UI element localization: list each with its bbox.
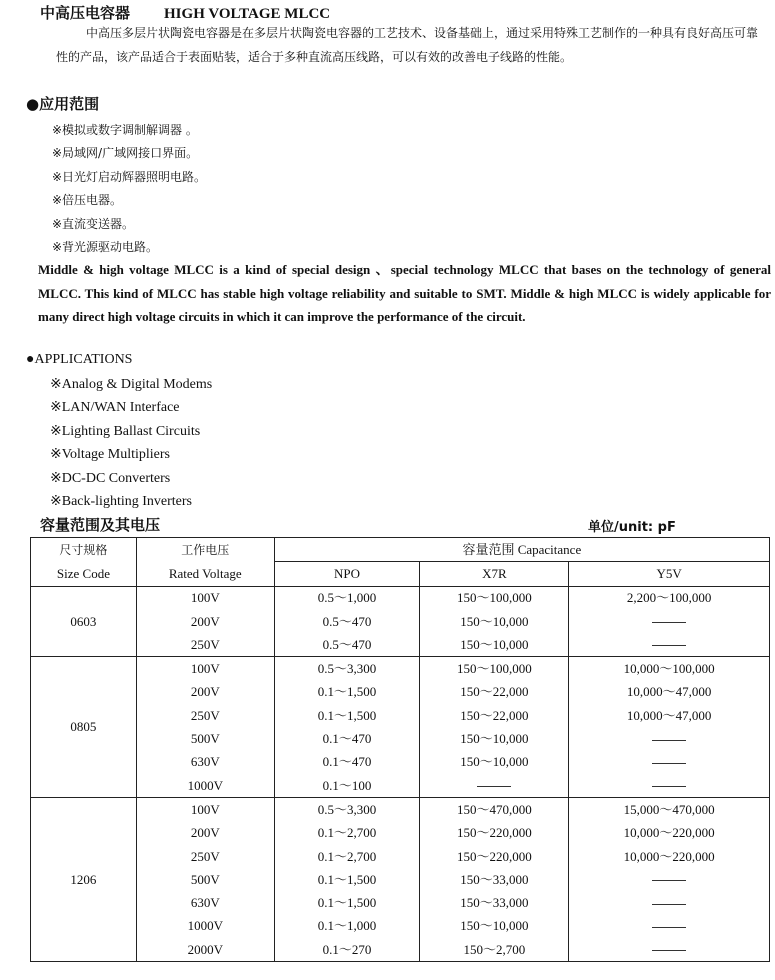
voltage-cell: 200V — [136, 610, 274, 633]
header-size-cn: 尺寸规格 — [31, 538, 137, 562]
size-code-cell: 0805 — [31, 657, 137, 798]
title-english: HIGH VOLTAGE MLCC — [164, 6, 331, 22]
x7r-cell: 150～220,000 — [420, 822, 569, 845]
empty-value-dash — [652, 904, 686, 905]
y5v-cell — [569, 891, 770, 914]
y5v-cell: 10,000～47,000 — [569, 681, 770, 704]
npo-cell: 0.1～100 — [274, 774, 420, 798]
x7r-cell: 150～2,700 — [420, 938, 569, 962]
table-row — [31, 798, 770, 822]
x7r-cell: 150～10,000 — [420, 610, 569, 633]
x7r-cell: 150～33,000 — [420, 891, 569, 914]
applications-cn-heading: ●应用范围 — [26, 95, 100, 113]
voltage-cell: 250V — [136, 845, 274, 868]
list-item: ※直流变送器。 — [52, 216, 135, 231]
x7r-cell: 150～33,000 — [420, 868, 569, 891]
x7r-cell: 150～220,000 — [420, 845, 569, 868]
npo-cell: 0.1～1,000 — [274, 915, 420, 938]
y5v-cell — [569, 751, 770, 774]
size-code-cell: 1206 — [31, 798, 137, 962]
npo-cell: 0.1～470 — [274, 727, 420, 750]
list-item: ※局域网/广域网接口界面。 — [52, 146, 199, 161]
header-y5v: Y5V — [569, 562, 770, 586]
header-npo: NPO — [274, 562, 420, 586]
table-row — [31, 915, 770, 938]
intro-chinese: 中高压多层片状陶瓷电容器是在多层片状陶瓷电容器的工艺技术、设备基础上，通过采用特殊工艺制作的一种具有良好高压可靠性的产品，该产品适合于表面贴装，适合于多种直流高压线路，可以有效的改善电子线路的性能。 — [56, 26, 759, 64]
y5v-cell — [569, 868, 770, 891]
header-size-en: Size Code — [31, 562, 137, 586]
header-capacitance: 容量范围 Capacitance — [274, 538, 769, 562]
y5v-cell — [569, 610, 770, 633]
table-row — [31, 727, 770, 750]
x7r-cell: 150～10,000 — [420, 727, 569, 750]
y5v-cell: 10,000～220,000 — [569, 845, 770, 868]
document-title — [40, 2, 330, 23]
table-row — [31, 704, 770, 727]
voltage-cell: 1000V — [136, 915, 274, 938]
table-row — [31, 868, 770, 891]
list-item: ※DC-DC Converters — [50, 470, 171, 486]
table-row — [31, 845, 770, 868]
x7r-cell: 150～10,000 — [420, 915, 569, 938]
list-item: ※Back-lighting Inverters — [50, 493, 192, 509]
table-row — [31, 633, 770, 657]
list-item: ※倍压电器。 — [52, 193, 123, 208]
size-code-cell: 0603 — [31, 586, 137, 657]
empty-value-dash — [652, 645, 686, 646]
empty-value-dash — [652, 740, 686, 741]
y5v-cell — [569, 727, 770, 750]
npo-cell: 0.1～2,700 — [274, 845, 420, 868]
npo-cell: 0.5～3,300 — [274, 798, 420, 822]
voltage-cell: 630V — [136, 751, 274, 774]
table-row — [31, 681, 770, 704]
header-x7r: X7R — [420, 562, 569, 586]
header-voltage-cn: 工作电压 — [136, 538, 274, 562]
empty-value-dash — [652, 927, 686, 928]
empty-value-dash — [477, 786, 511, 787]
voltage-cell: 250V — [136, 704, 274, 727]
voltage-cell: 100V — [136, 586, 274, 610]
voltage-cell: 1000V — [136, 774, 274, 798]
list-item: ※LAN/WAN Interface — [50, 400, 180, 416]
applications-en-heading: ●APPLICATIONS — [26, 352, 133, 367]
npo-cell: 0.1～270 — [274, 938, 420, 962]
y5v-cell — [569, 915, 770, 938]
x7r-cell: 150～22,000 — [420, 704, 569, 727]
table-row — [31, 891, 770, 914]
empty-value-dash — [652, 763, 686, 764]
unit-label: 单位/unit: pF — [588, 520, 676, 535]
x7r-cell: 150～10,000 — [420, 751, 569, 774]
voltage-cell: 100V — [136, 798, 274, 822]
npo-cell: 0.5～1,000 — [274, 586, 420, 610]
list-item: ※模拟或数字调制解调器 。 — [52, 123, 198, 137]
table-row — [31, 586, 770, 610]
y5v-cell: 10,000～100,000 — [569, 657, 770, 681]
voltage-cell: 200V — [136, 681, 274, 704]
list-item: ※日光灯启动辉器照明电路。 — [52, 169, 207, 184]
table-row — [31, 774, 770, 798]
applications-en-list — [50, 373, 212, 513]
table-row — [31, 751, 770, 774]
y5v-cell — [569, 938, 770, 962]
applications-cn-list — [52, 119, 206, 259]
list-item: ※背光源驱动电路。 — [52, 239, 159, 254]
x7r-cell: 150～100,000 — [420, 657, 569, 681]
npo-cell: 0.1～1,500 — [274, 681, 420, 704]
empty-value-dash — [652, 786, 686, 787]
table-row — [31, 938, 770, 962]
voltage-cell: 630V — [136, 891, 274, 914]
npo-cell: 0.1～2,700 — [274, 822, 420, 845]
npo-cell: 0.5～470 — [274, 610, 420, 633]
list-item: ※Voltage Multipliers — [50, 447, 170, 463]
table-row — [31, 610, 770, 633]
empty-value-dash — [652, 950, 686, 951]
empty-value-dash — [652, 622, 686, 623]
intro-english: Middle & high voltage MLCC is a kind of special design 、special technology MLCC that bases on the technology of general MLCC. This kind of MLCC has stable high voltage reliability and suitable to SMT. Middle & high MLCC is widely applicable for many direct high voltage circuits in which it can improve the performance of the circuit. — [38, 262, 771, 324]
capacitance-table — [30, 537, 770, 962]
empty-value-dash — [652, 880, 686, 881]
x7r-cell: 150～100,000 — [420, 586, 569, 610]
list-item: ※Analog & Digital Modems — [50, 377, 213, 392]
table-row — [31, 822, 770, 845]
table-body — [31, 586, 770, 962]
x7r-cell: 150～22,000 — [420, 681, 569, 704]
npo-cell: 0.1～1,500 — [274, 704, 420, 727]
table-title: 容量范围及其电压 — [40, 516, 161, 534]
voltage-cell: 250V — [136, 633, 274, 657]
voltage-cell: 2000V — [136, 938, 274, 962]
title-chinese: 中高压电容器 — [40, 4, 131, 22]
voltage-cell: 500V — [136, 727, 274, 750]
npo-cell: 0.5～470 — [274, 633, 420, 657]
npo-cell: 0.1～1,500 — [274, 891, 420, 914]
npo-cell: 0.1～470 — [274, 751, 420, 774]
y5v-cell — [569, 633, 770, 657]
x7r-cell: 150～470,000 — [420, 798, 569, 822]
voltage-cell: 200V — [136, 822, 274, 845]
y5v-cell: 10,000～47,000 — [569, 704, 770, 727]
y5v-cell: 15,000～470,000 — [569, 798, 770, 822]
voltage-cell: 500V — [136, 868, 274, 891]
x7r-cell — [420, 774, 569, 798]
x7r-cell: 150～10,000 — [420, 633, 569, 657]
table-row — [31, 657, 770, 681]
list-item: ※Lighting Ballast Circuits — [50, 423, 201, 439]
y5v-cell: 10,000～220,000 — [569, 822, 770, 845]
npo-cell: 0.5～3,300 — [274, 657, 420, 681]
npo-cell: 0.1～1,500 — [274, 868, 420, 891]
voltage-cell: 100V — [136, 657, 274, 681]
y5v-cell: 2,200～100,000 — [569, 586, 770, 610]
header-voltage-en: Rated Voltage — [136, 562, 274, 586]
y5v-cell — [569, 774, 770, 798]
